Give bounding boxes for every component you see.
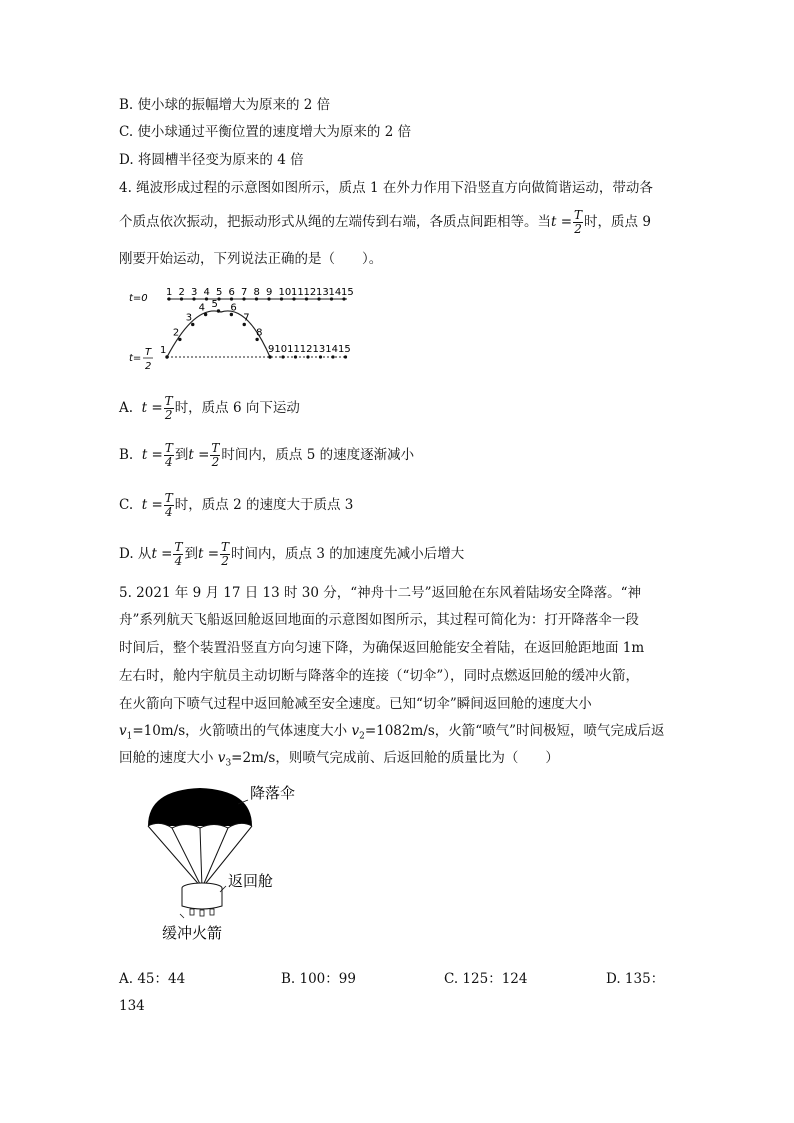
particle-number: 3 <box>191 287 198 298</box>
q5-line2: 舟”系列航天飞船返回舱返回地面的示意图如图所示，其过程可简化为：打开降落伞一段 <box>119 612 639 628</box>
fraction-t-half: $\frac{T}{2}$ <box>164 394 173 422</box>
bottom-numbers: 9101112131415 <box>268 344 351 355</box>
parachute-line <box>148 826 202 888</box>
rocket-nozzle <box>200 910 204 916</box>
q4-stem-line2-b: 时，质点 9 <box>584 214 651 230</box>
particle-number: 6 <box>228 287 235 298</box>
q4-option-a: A. t = $\frac{T}{2}$ 时，质点 6 向下运动 <box>119 394 300 422</box>
particle-dot <box>268 355 271 358</box>
rocket-label: 缓冲火箭 <box>162 924 223 942</box>
q3-option-d: D. 将圆槽半径变为原来的 4 倍 <box>119 152 304 168</box>
q5-line4: 左右时，舱内宇航员主动切断与降落伞的连接（“切伞”），同时点燃返回舱的缓冲火箭， <box>119 668 640 684</box>
q5-line1: 5. 2021 年 9 月 17 日 13 时 30 分，“神舟十二号”返回舱在东风着陆场安全降落。“神 <box>119 585 641 601</box>
arc-numbers <box>160 299 263 356</box>
parachute-line <box>200 828 202 888</box>
fraction-t-half: $\frac{T}{2}$ <box>221 540 230 568</box>
q5-line5: 在火箭向下喷气过程中返回舱减至安全速度。已知“切伞”瞬间返回舱的速度大小 <box>119 696 592 712</box>
particle-number: 12 <box>303 287 317 298</box>
particle-number: 4 <box>203 287 210 298</box>
label-t0: t=0 <box>129 293 148 304</box>
particle-number: 9 <box>266 287 273 298</box>
particle-number: 1 <box>166 287 173 298</box>
q5-option-a: A. 45：44 <box>119 971 186 987</box>
particle-number: 1 <box>160 345 167 356</box>
particle-number: 7 <box>243 312 250 324</box>
parachute-line <box>202 828 228 888</box>
q4-stem-line1: 4. 绳波形成过程的示意图如图所示，质点 1 在外力作用下沿竖直方向做简谐运动，带动各 <box>119 180 653 196</box>
particle-number: 5 <box>216 287 223 298</box>
particle-number: 6 <box>230 302 237 314</box>
q3-option-c: C. 使小球通过平衡位置的速度增大为原来的 2 倍 <box>119 124 412 140</box>
fraction-t-half: $\frac{T}{2}$ <box>574 208 583 236</box>
particle-number: 14 <box>328 287 342 298</box>
particle-number: 8 <box>253 287 260 298</box>
particle-number: 13 <box>316 287 329 298</box>
q5-line7: 回舱的速度大小 $v_3=2m/s$，则喷气完成前、后返回舱的质量比为（ ） <box>119 750 559 769</box>
particle-number: 10 <box>278 287 292 298</box>
rope-wave-figure <box>125 282 360 378</box>
particle-number: 11 <box>291 287 304 298</box>
particle-dot <box>294 355 297 358</box>
q4-option-c: C. t = $\frac{T}{4}$ 时，质点 2 的速度大于质点 3 <box>119 491 354 519</box>
q5-line3: 时间后，整个装置沿竖直方向匀速下降，为确保返回舱能安全着陆，在返回舱距地面 1m <box>119 640 645 656</box>
particle-number: 8 <box>256 327 263 339</box>
wave-arc <box>167 311 270 357</box>
capsule-label: 返回舱 <box>228 872 274 890</box>
parachute-figure <box>140 778 320 948</box>
particle-number: 15 <box>341 287 354 298</box>
q4-stem-line2-a: 个质点依次振动，把振动形式从绳的左端传到右端，各质点间距相等。当 <box>119 214 551 230</box>
particle-dot <box>344 355 347 358</box>
particle-dot <box>319 355 322 358</box>
label-2: 2 <box>145 361 152 372</box>
particle-dot <box>331 355 334 358</box>
particle-dot <box>306 355 309 358</box>
fraction-t-quarter: $\frac{T}{4}$ <box>164 491 173 519</box>
rocket-nozzle <box>210 909 214 915</box>
particle-number: 2 <box>178 287 185 298</box>
q4-option-b: B. t = $\frac{T}{4}$ 到t = $\frac{T}{2}$ 时间内，质点 5 的速度逐渐减小 <box>119 441 415 469</box>
fraction-t-quarter: $\frac{T}{4}$ <box>174 540 183 568</box>
particle-number: 5 <box>211 299 218 310</box>
particle-dot <box>281 355 284 358</box>
rocket-nozzle <box>190 909 194 915</box>
q5-option-d-part1: D. 135： <box>606 971 665 987</box>
q5-option-c: C. 125：124 <box>444 971 528 987</box>
fraction-t-quarter: $\frac{T}{4}$ <box>164 441 173 469</box>
parachute-canopy <box>148 788 252 826</box>
q4-stem-line3: 刚要开始运动，下列说法正确的是（ ）。 <box>119 251 383 267</box>
particle-number: 3 <box>185 312 193 324</box>
q4-option-d: D. 从t = $\frac{T}{4}$ 到t = $\frac{T}{2}$ 时间内，质点 3 的加速度先减小后增大 <box>119 540 465 568</box>
q4-stem-line2 <box>119 207 651 237</box>
particle-number: 4 <box>198 302 205 314</box>
fraction-t-half: $\frac{T}{2}$ <box>211 441 220 469</box>
particle-number: 2 <box>172 327 180 339</box>
capsule-body <box>182 888 222 909</box>
label-T: T <box>145 347 152 358</box>
rocket-pointer <box>180 914 184 918</box>
q5-line6: $v_1=10m/s$，火箭喷出的气体速度大小 $v_2=1082m/s$，火箭“喷气”时间极短，喷气完成后返 <box>119 723 665 742</box>
particle-number: 7 <box>241 287 248 298</box>
top-numbers <box>166 287 354 298</box>
q5-option-b: B. 100：99 <box>281 971 356 987</box>
q3-option-b: B. 使小球的振幅增大为原来的 2 倍 <box>119 97 331 113</box>
t-var: t = <box>551 214 573 230</box>
parachute-label: 降落伞 <box>250 784 296 802</box>
q5-option-d-part2: 134 <box>119 998 145 1014</box>
label-t-eq: t= <box>129 353 142 364</box>
